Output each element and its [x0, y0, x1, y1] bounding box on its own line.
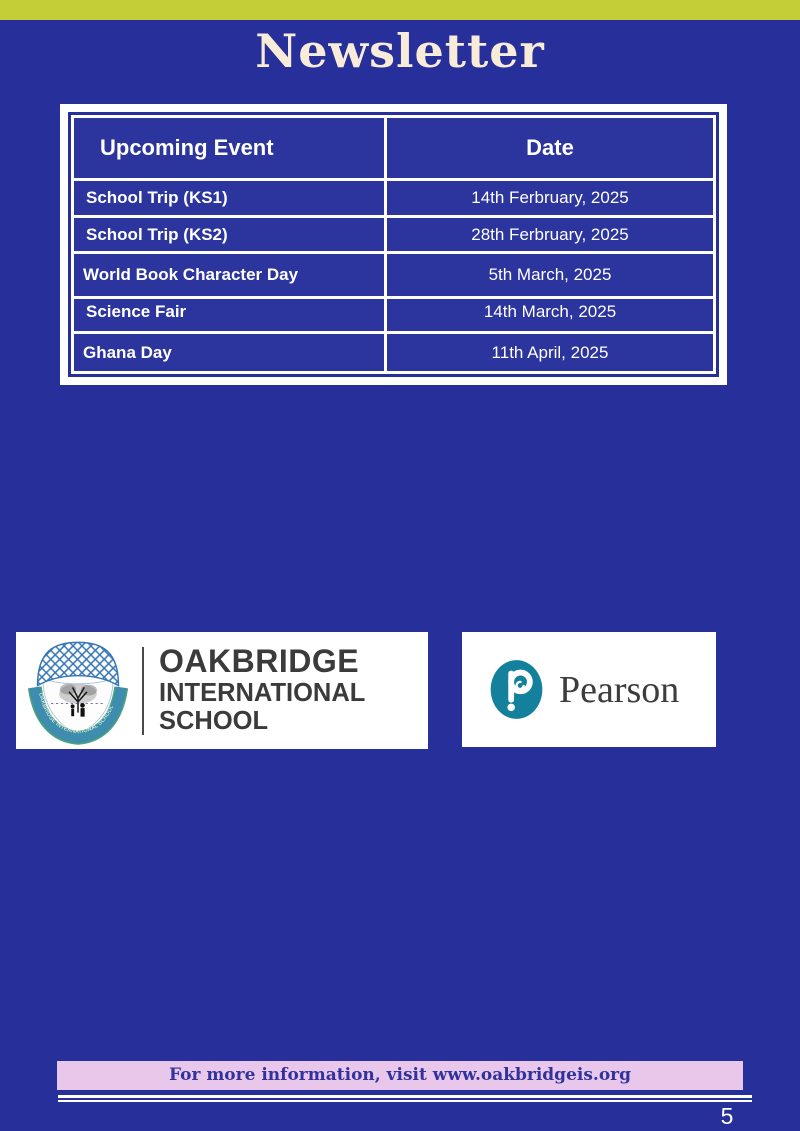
events-table: [71, 115, 716, 374]
event-cell: Ghana Day: [73, 333, 386, 373]
footer-rule: [58, 1095, 752, 1102]
event-cell: Science Fair: [73, 297, 386, 332]
top-accent-bar: [0, 0, 800, 20]
table-header-row: [73, 117, 715, 180]
table-row: [73, 297, 715, 332]
logo-divider: [142, 647, 144, 735]
school-crest-icon: [28, 637, 128, 745]
table-row: [73, 333, 715, 373]
table-row: [73, 216, 715, 253]
info-banner-text: For more information, visit www.oakbridgeis.org: [168, 1065, 632, 1085]
events-table-frame: [60, 104, 727, 385]
pearson-wordmark: Pearson: [559, 668, 680, 711]
page-title: Newsletter: [255, 24, 545, 78]
date-cell: 5th March, 2025: [386, 253, 715, 297]
table-row: [73, 253, 715, 297]
column-header-event: Upcoming Event: [73, 117, 386, 180]
school-name-line1: OAKBRIDGE: [159, 643, 360, 680]
school-name-line2: INTERNATIONAL: [159, 678, 366, 707]
school-name-line3: SCHOOL: [159, 707, 269, 736]
date-cell: 11th April, 2025: [386, 333, 715, 373]
date-cell: 14th Ferbruary, 2025: [386, 180, 715, 217]
crest-ribbon-text: OAKBRIDGE INTERNATIONAL SCHOOL: [37, 691, 116, 735]
event-cell: World Book Character Day: [73, 253, 386, 297]
school-logo: [16, 632, 428, 749]
pearson-logo: [462, 632, 716, 747]
event-cell: School Trip (KS2): [73, 216, 386, 253]
date-cell: 14th March, 2025: [386, 297, 715, 332]
school-wordmark: [159, 645, 365, 736]
info-banner: [57, 1061, 743, 1090]
page-number: 5: [720, 1103, 734, 1129]
pearson-p-icon: [488, 658, 545, 721]
table-row: [73, 180, 715, 217]
event-cell: School Trip (KS1): [73, 180, 386, 217]
date-cell: 28th Ferbruary, 2025: [386, 216, 715, 253]
column-header-date: Date: [386, 117, 715, 180]
